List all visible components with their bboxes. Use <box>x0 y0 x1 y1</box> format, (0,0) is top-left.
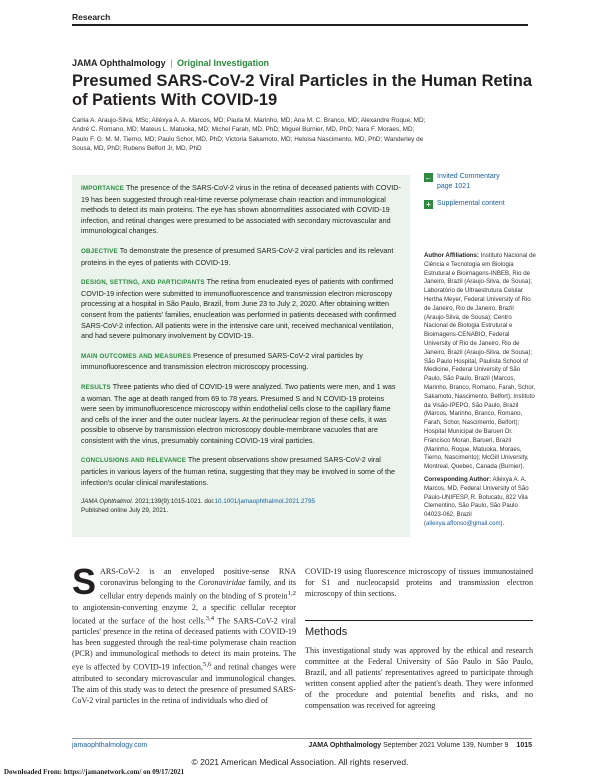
affiliations-heading: Author Affiliations: <box>424 252 479 259</box>
published-date: Published online July 29, 2021. <box>81 507 169 515</box>
invited-commentary-page[interactable]: page 1021 <box>437 183 471 190</box>
abstract-heading: IMPORTANCE <box>81 185 125 192</box>
abstract-box <box>72 175 410 537</box>
corresponding-heading: Corresponding Author: <box>424 475 492 483</box>
article-type: Original Investigation <box>177 58 270 68</box>
intro-text: The SARS-CoV-2 viral particles' presence in the retina of deceased patients with COVID-19 has been suggested through the real-time polymerase chain reaction (PCR) and immunological methods to detect its main proteins. The eye is affected by COVID-19 infection, <box>72 616 296 673</box>
top-divider <box>72 24 528 26</box>
invited-commentary-label[interactable]: Invited Commentary <box>437 173 500 180</box>
abstract-design <box>81 277 401 342</box>
citation <box>81 497 401 515</box>
abstract-text: To demonstrate the presence of presumed SARS-CoV-2 viral particles and its relevant proteins in the eyes of patients with COVID-19. <box>81 245 394 267</box>
doi-link[interactable]: 10.1001/jamaophthalmol.2021.2795 <box>214 498 315 506</box>
article-title: Presumed SARS-CoV-2 Viral Particles in the Human Retina of Patients With COVID-19 <box>72 72 533 109</box>
footer-issue-text: September 2021 Volume 139, Number 9 <box>381 742 509 749</box>
page-number: 1015 <box>516 742 532 749</box>
journal-name: JAMA Ophthalmology <box>72 58 166 68</box>
author-list: Carlia A. Araujo-Silva, MSc; Alléxya A. A. Marcos, MD; Paula M. Marinho, MD; Ana M. C. Branco, MD; Alexandre Roque, MD; André C. Romano, MD; Mateus L. Matuoka, MD; Michel Farah, MD, PhD; Miguel Burnier, MD, PhD; Nara F. Moraes, MD; Paulo F. G. M. M. Tierno, MD; Paulo Schor, MD, PhD; Victoria Sakamoto, MD; Heloisa Nascimento, MD, PhD; Wanderley de Sousa, MD, PhD; Rubens Belfort Jr, MD, PhD <box>72 117 426 153</box>
journal-separator: | <box>170 58 173 68</box>
abstract-results <box>81 382 401 447</box>
supplemental-content-label[interactable]: Supplemental content <box>437 200 505 207</box>
corresponding-text: Alléxya A. A. Marcos, MD, Federal University of São Paulo-UNIFESP, R. Botucatu, 822 Vila Clementino, São Paulo, São Paulo 04023-062, Brazil ( <box>424 475 529 527</box>
reference-sup[interactable]: 3,4 <box>205 614 215 622</box>
arrow-left-icon: ← <box>424 173 433 182</box>
citation-journal: JAMA Ophthalmol. <box>81 498 134 506</box>
corresponding-author <box>424 476 536 529</box>
abstract-objective <box>81 246 401 268</box>
citation-ref: 2021;139(9):1015-1021. doi: <box>133 498 215 506</box>
intro-italic: Coronaviridae <box>198 578 246 587</box>
corresponding-close: ). <box>500 519 505 527</box>
intro-column <box>72 561 296 706</box>
abstract-conclusions <box>81 455 401 488</box>
abstract-text: The presence of the SARS-CoV-2 virus in the retina of deceased patients with COVID-19 has been suggested through real-time reverse polymerase chain reaction and immunological methods to detect its main proteins. The eye has shown abnormalities associated with COVID-19 infection, and retinal changes were presumed to be associated with secondary microvascular and immunological changes. <box>81 183 401 236</box>
abstract-heading: MAIN OUTCOMES AND MEASURES <box>81 352 192 360</box>
methods-heading: Methods <box>305 626 348 638</box>
abstract-text: The retina from enucleated eyes of patients with confirmed COVID-19 infection were submitted to immunofluorescence and transmission electron microscopy processing at a hospital in São Paulo, Brazil, from June 23 to July 2, 2020. After obtaining written consent from the patients' families, enucleation was performed in patients deceased with confirmed SARS-CoV-2 infection. All patients were in the intensive care unit, received mechanical ventilation, and had severe pulmonary involvement by COVID-19. <box>81 277 396 341</box>
abstract-heading: OBJECTIVE <box>81 247 118 255</box>
abstract-heading: RESULTS <box>81 383 111 391</box>
abstract-text: Three patients who died of COVID-19 were analyzed. Two patients were men, and 1 was a woman. The age at death ranged from 69 to 78 years. Presumed S and N COVID-19 proteins were seen by immunofluorescence microscopy within endothelial cells close to the capillary flame and cells of the inner and the outer nuclear layers. At the perinuclear region of these cells, it was possible to observe by transmission electron microscopy double-membrane vacuoles that are consistent with the virus, presumably containing COVID-19 viral particles. <box>81 381 396 445</box>
abstract-text: Presence of presumed SARS-CoV-2 viral particles by immunofluorescence and transmission electron microscopy processing. <box>81 350 363 372</box>
journal-line <box>72 58 269 68</box>
abstract-importance <box>81 183 401 237</box>
footer-journal: JAMA Ophthalmology <box>308 742 382 749</box>
plus-icon: + <box>424 200 433 209</box>
methods-text: This investigational study was approved by the ethical and research committee at the Federal University of São Paulo in São Paulo, Brazil, and all patients' representatives agreed to participate through written consent applied after the patient's death. They were informed of the procedure and potential benefits and risks, and no compensation was received for agreeing <box>305 646 533 710</box>
section-label: Research <box>72 12 111 22</box>
footer-divider <box>72 738 532 739</box>
affiliations-text: Instituto Nacional de Ciência e Tecnologia em Biologia Estrutural e Bioimagens-INBEB, Rio de Janeiro, Brazil (Araujo-Silva, de Sousa); Laboratório de Ultraestrutura Celular Hertha Meyer, Federal University of Rio de Janeiro, Rio de Janeiro, Brazil (Araujo-Silva, de Sousa); Centro Nacional de Biologia Estrutural e Bioimagens-CENABIO, Federal University of Rio de Janeiro, Rio de Janeiro, Brazil (Araujo-Silva, de Sousa); São Paulo Hospital, Paulista School of Medicine, Federal University of São Paulo, São Paulo, Brazil (Marcos, Marinho, Branco, Romano, Farah, Schor, Sakamoto, Nascimento, Belfort); Instituto da Visão-IPEPO, São Paulo, Brazil (Marcos, Marinho, Branco, Romano, Farah, Schor, Nascimento, Belfort); Hospital Municipal de Barueri Dr. Francisco Moran, Barueri, Brazil (Marinho, Roque, Matuoka, Moraes, Tierno, Nascimento); McGill University, Montreal, Quebec, Canada (Burnier). <box>424 252 536 471</box>
author-affiliations <box>424 252 536 529</box>
abstract-outcomes <box>81 351 401 373</box>
intro-continued: COVID-19 using fluorescence microscopy of tissues immunostained for S1 and nucleocapsid proteins and transmission electron microscopy of thin sections. <box>305 567 533 598</box>
reference-sup[interactable]: 5,6 <box>202 661 212 669</box>
email-link[interactable]: allexya.affonso@gmail.com <box>426 519 501 527</box>
invited-commentary-link[interactable] <box>424 172 534 192</box>
abstract-text: The present observations show presumed SARS-CoV-2 viral particles in various layers of the human retina, suggesting that they may be involved in some of the infection's ocular clinical manifestations. <box>81 455 396 487</box>
methods-divider <box>305 620 533 621</box>
sidebar-links <box>424 172 534 216</box>
footer-issue <box>300 742 532 749</box>
intro-text: and retinal changes were attributed to secondary microvascular and immunological changes. The aim of this study was to detect the presence of presumed SARS-CoV-2 viral particles in the retina of individuals who died of <box>72 663 296 706</box>
intro-text: to angiotensin-converting enzyme 2, a specific cellular receptor located at the surface of the host cells. <box>72 602 296 626</box>
intro-text: family, and its cellular entry depends mainly on the binding of S protein <box>100 578 296 601</box>
drop-cap: S <box>72 561 97 602</box>
reference-sup[interactable]: 1,2 <box>287 590 296 597</box>
download-stamp: Downloaded From: https://jamanetwork.com/ on 09/17/2021 <box>4 768 185 776</box>
intro-text: ARS-CoV-2 is an enveloped positive-sense RNA coronavirus belonging to the <box>100 567 296 587</box>
supplemental-content-link[interactable] <box>424 199 534 209</box>
copyright-notice: © 2021 American Medical Association. All rights reserved. <box>191 757 409 767</box>
abstract-heading: CONCLUSIONS AND RELEVANCE <box>81 457 187 465</box>
abstract-heading: DESIGN, SETTING, AND PARTICIPANTS <box>81 279 205 287</box>
journal-url[interactable]: jamaophthalmology.com <box>72 742 148 749</box>
